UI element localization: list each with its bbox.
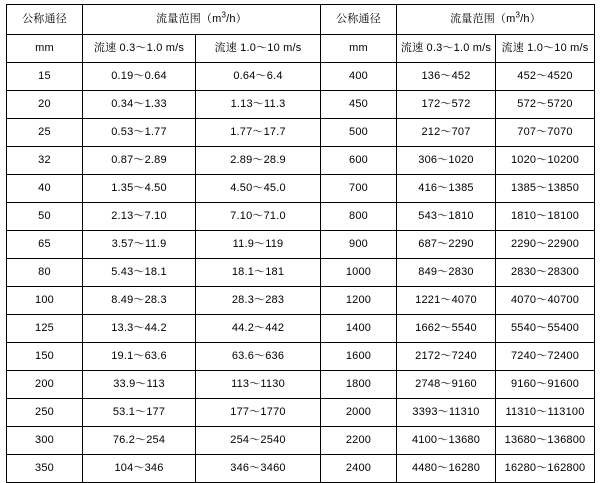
- cell-dn-left: 125: [7, 315, 83, 343]
- cell-dn-right: 800: [321, 203, 397, 231]
- cell-flow-right-high: 572～5720: [496, 91, 595, 119]
- cell-dn-left: 200: [7, 371, 83, 399]
- table-row: [7, 287, 595, 315]
- cell-dn-right: 2400: [321, 455, 397, 483]
- header-flow-range-left: [83, 5, 321, 35]
- cell-flow-right-high: 7240～72400: [496, 343, 595, 371]
- cell-dn-left: 350: [7, 455, 83, 483]
- table-row: [7, 203, 595, 231]
- cell-dn-left: 40: [7, 175, 83, 203]
- cell-dn-left: 32: [7, 147, 83, 175]
- cell-flow-left-low: 0.53～1.77: [83, 119, 196, 147]
- flow-range-table: [6, 4, 595, 483]
- table-row: [7, 147, 595, 175]
- cell-flow-right-low: 2748～9160: [397, 371, 496, 399]
- table-row: [7, 371, 595, 399]
- cell-flow-left-high: 18.1～181: [196, 259, 321, 287]
- cell-dn-left: 15: [7, 63, 83, 91]
- header-speed-right-low: 流速 0.3～1.0 m/s: [397, 35, 496, 63]
- cell-dn-right: 600: [321, 147, 397, 175]
- cell-flow-right-high: 5540～55400: [496, 315, 595, 343]
- cell-flow-right-low: 172～572: [397, 91, 496, 119]
- cell-flow-right-low: 416～1385: [397, 175, 496, 203]
- cell-dn-right: 400: [321, 63, 397, 91]
- table-header-row-units: [7, 35, 595, 63]
- cell-dn-right: 1600: [321, 343, 397, 371]
- table-row: [7, 427, 595, 455]
- table-row: [7, 91, 595, 119]
- cell-flow-right-high: 16280～162800: [496, 455, 595, 483]
- header-flow-range-right-base: 流量范围（m: [450, 13, 516, 26]
- cell-dn-right: 1400: [321, 315, 397, 343]
- header-flow-range-left-tail: /h）: [226, 13, 247, 26]
- cell-flow-left-low: 104～346: [83, 455, 196, 483]
- cell-flow-right-high: 13680～136800: [496, 427, 595, 455]
- cell-flow-right-high: 2290～22900: [496, 231, 595, 259]
- cell-flow-left-low: 8.49～28.3: [83, 287, 196, 315]
- cell-flow-left-low: 0.19～0.64: [83, 63, 196, 91]
- cell-flow-right-low: 212～707: [397, 119, 496, 147]
- cell-flow-left-high: 346～3460: [196, 455, 321, 483]
- header-flow-range-left-sup: 3: [221, 10, 227, 20]
- cell-flow-left-high: 63.6～636: [196, 343, 321, 371]
- cell-flow-left-high: 113～1130: [196, 371, 321, 399]
- cell-flow-left-high: 7.10～71.0: [196, 203, 321, 231]
- cell-flow-left-high: 28.3～283: [196, 287, 321, 315]
- cell-dn-right: 1000: [321, 259, 397, 287]
- cell-flow-right-low: 4480～16280: [397, 455, 496, 483]
- cell-dn-right: 900: [321, 231, 397, 259]
- cell-flow-left-low: 13.3～44.2: [83, 315, 196, 343]
- header-nominal-diameter-left: 公称通径: [7, 5, 83, 35]
- cell-flow-right-low: 687～2290: [397, 231, 496, 259]
- table-body: [7, 5, 595, 483]
- cell-flow-right-high: 1810～18100: [496, 203, 595, 231]
- cell-flow-left-low: 1.35～4.50: [83, 175, 196, 203]
- cell-flow-right-low: 543～1810: [397, 203, 496, 231]
- header-unit-right: mm: [321, 35, 397, 63]
- header-nominal-diameter-right: 公称通径: [321, 5, 397, 35]
- table-row: [7, 119, 595, 147]
- cell-dn-right: 1200: [321, 287, 397, 315]
- header-flow-range-right: [397, 5, 595, 35]
- header-unit-left: mm: [7, 35, 83, 63]
- header-flow-range-left-base: 流量范围（m: [156, 13, 222, 26]
- cell-flow-right-low: 1662～5540: [397, 315, 496, 343]
- cell-flow-left-low: 53.1～177: [83, 399, 196, 427]
- cell-flow-right-high: 9160～91600: [496, 371, 595, 399]
- table-row: [7, 315, 595, 343]
- cell-flow-right-high: 452～4520: [496, 63, 595, 91]
- cell-flow-right-high: 707～7070: [496, 119, 595, 147]
- cell-dn-right: 1800: [321, 371, 397, 399]
- cell-flow-right-high: 2830～28300: [496, 259, 595, 287]
- table-row: [7, 259, 595, 287]
- cell-dn-right: 450: [321, 91, 397, 119]
- cell-flow-right-high: 11310～113100: [496, 399, 595, 427]
- cell-dn-right: 500: [321, 119, 397, 147]
- cell-flow-left-high: 177～1770: [196, 399, 321, 427]
- cell-dn-left: 50: [7, 203, 83, 231]
- table-row: [7, 455, 595, 483]
- table-row: [7, 231, 595, 259]
- cell-flow-right-high: 1385～13850: [496, 175, 595, 203]
- table-row: [7, 175, 595, 203]
- cell-flow-left-high: 4.50～45.0: [196, 175, 321, 203]
- header-speed-left-high: 流速 1.0～10 m/s: [196, 35, 321, 63]
- cell-flow-right-low: 2172～7240: [397, 343, 496, 371]
- cell-flow-left-low: 5.43～18.1: [83, 259, 196, 287]
- table-row: [7, 343, 595, 371]
- cell-flow-left-low: 2.13～7.10: [83, 203, 196, 231]
- cell-flow-left-high: 1.13～11.3: [196, 91, 321, 119]
- cell-dn-left: 300: [7, 427, 83, 455]
- table-header-row-main: [7, 5, 595, 35]
- cell-flow-left-low: 33.9～113: [83, 371, 196, 399]
- cell-flow-left-high: 1.77～17.7: [196, 119, 321, 147]
- table-row: [7, 63, 595, 91]
- cell-dn-left: 20: [7, 91, 83, 119]
- cell-dn-left: 65: [7, 231, 83, 259]
- header-speed-right-high: 流速 1.0～10 m/s: [496, 35, 595, 63]
- cell-flow-right-high: 4070～40700: [496, 287, 595, 315]
- cell-flow-left-low: 19.1～63.6: [83, 343, 196, 371]
- cell-flow-left-high: 254～2540: [196, 427, 321, 455]
- header-flow-range-right-sup: 3: [515, 10, 521, 20]
- cell-flow-left-high: 0.64～6.4: [196, 63, 321, 91]
- cell-flow-left-high: 11.9～119: [196, 231, 321, 259]
- cell-dn-right: 2000: [321, 399, 397, 427]
- cell-flow-right-low: 1221～4070: [397, 287, 496, 315]
- cell-flow-left-high: 2.89～28.9: [196, 147, 321, 175]
- cell-dn-left: 100: [7, 287, 83, 315]
- cell-flow-left-low: 76.2～254: [83, 427, 196, 455]
- cell-dn-left: 25: [7, 119, 83, 147]
- cell-flow-right-low: 3393～11310: [397, 399, 496, 427]
- cell-dn-right: 2200: [321, 427, 397, 455]
- cell-flow-right-low: 849～2830: [397, 259, 496, 287]
- header-flow-range-right-tail: /h）: [520, 13, 541, 26]
- cell-flow-right-high: 1020～10200: [496, 147, 595, 175]
- header-speed-left-low: 流速 0.3～1.0 m/s: [83, 35, 196, 63]
- cell-dn-left: 150: [7, 343, 83, 371]
- cell-flow-right-low: 306～1020: [397, 147, 496, 175]
- cell-flow-left-low: 3.57～11.9: [83, 231, 196, 259]
- cell-flow-left-high: 44.2～442: [196, 315, 321, 343]
- table-row: [7, 399, 595, 427]
- cell-dn-right: 700: [321, 175, 397, 203]
- cell-dn-left: 250: [7, 399, 83, 427]
- cell-flow-left-low: 0.34～1.33: [83, 91, 196, 119]
- cell-flow-right-low: 136～452: [397, 63, 496, 91]
- cell-dn-left: 80: [7, 259, 83, 287]
- cell-flow-right-low: 4100～13680: [397, 427, 496, 455]
- cell-flow-left-low: 0.87～2.89: [83, 147, 196, 175]
